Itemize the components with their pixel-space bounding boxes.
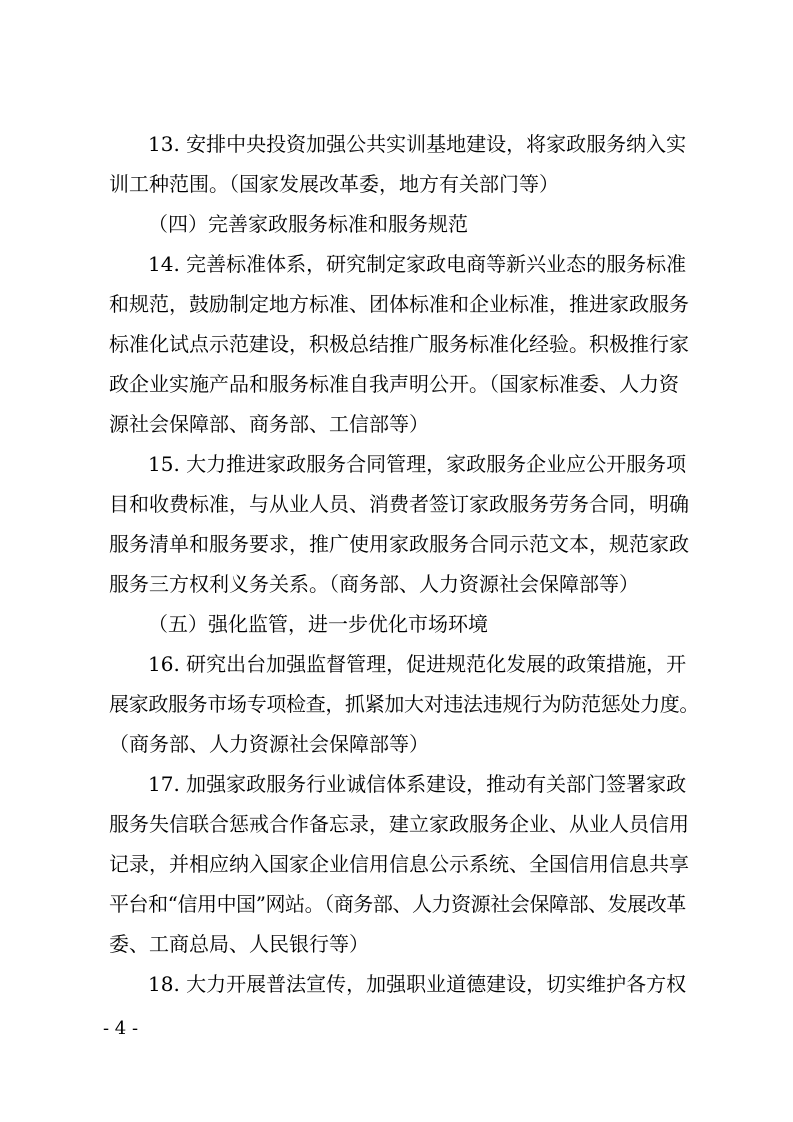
page-number: - 4 -: [103, 1018, 139, 1039]
section-heading-5: （五）强化监管，进一步优化市场环境: [148, 612, 488, 636]
paragraph-13-line-1: 13. 安排中央投资加强公共实训基地建设，将家政服务纳入实: [148, 132, 687, 156]
paragraph-15-line-4: 服务三方权利义务关系。（商务部、人力资源社会保障部等）: [109, 572, 639, 596]
paragraph-15-line-2: 目和收费标准，与从业人员、消费者签订家政服务劳务合同，明确: [109, 492, 689, 516]
paragraph-15-line-1: 15. 大力推进家政服务合同管理，家政服务企业应公开服务项: [148, 452, 687, 476]
paragraph-14-line-1: 14. 完善标准体系，研究制定家政电商等新兴业态的服务标准: [148, 252, 687, 276]
paragraph-17-line-3: 记录，并相应纳入国家企业信用信息公示系统、全国信用信息共享: [109, 852, 689, 876]
paragraph-15-line-3: 服务清单和服务要求，推广使用家政服务合同示范文本，规范家政: [109, 532, 689, 556]
paragraph-16-line-1: 16. 研究出台加强监督管理，促进规范化发展的政策措施，开: [148, 652, 687, 676]
paragraph-16-line-3: （商务部、人力资源社会保障部等）: [109, 732, 429, 756]
paragraph-17-line-4: 平台和“信用中国”网站。（商务部、人力资源社会保障部、发展改革: [109, 892, 686, 916]
section-heading-4: （四）完善家政服务标准和服务规范: [148, 212, 468, 236]
paragraph-14-line-4: 政企业实施产品和服务标准自我声明公开。（国家标准委、人力资: [109, 372, 679, 396]
paragraph-17-line-1: 17. 加强家政服务行业诚信体系建设，推动有关部门签署家政: [148, 772, 687, 796]
paragraph-17-line-2: 服务失信联合惩戒合作备忘录，建立家政服务企业、从业人员信用: [109, 812, 689, 836]
paragraph-14-line-3: 标准化试点示范建设，积极总结推广服务标准化经验。积极推行家: [109, 332, 689, 356]
paragraph-18-line-1: 18. 大力开展普法宣传，加强职业道德建设，切实维护各方权: [148, 972, 687, 996]
paragraph-16-line-2: 展家政服务市场专项检查，抓紧加大对违法违规行为防范惩处力度。: [109, 692, 699, 716]
paragraph-14-line-2: 和规范，鼓励制定地方标准、团体标准和企业标准，推进家政服务: [109, 292, 689, 316]
paragraph-13-line-2: 训工种范围。（国家发展改革委，地方有关部门等）: [109, 172, 559, 196]
paragraph-14-line-5: 源社会保障部、商务部、工信部等）: [109, 412, 429, 436]
paragraph-17-line-5: 委、工商总局、人民银行等）: [109, 932, 369, 956]
